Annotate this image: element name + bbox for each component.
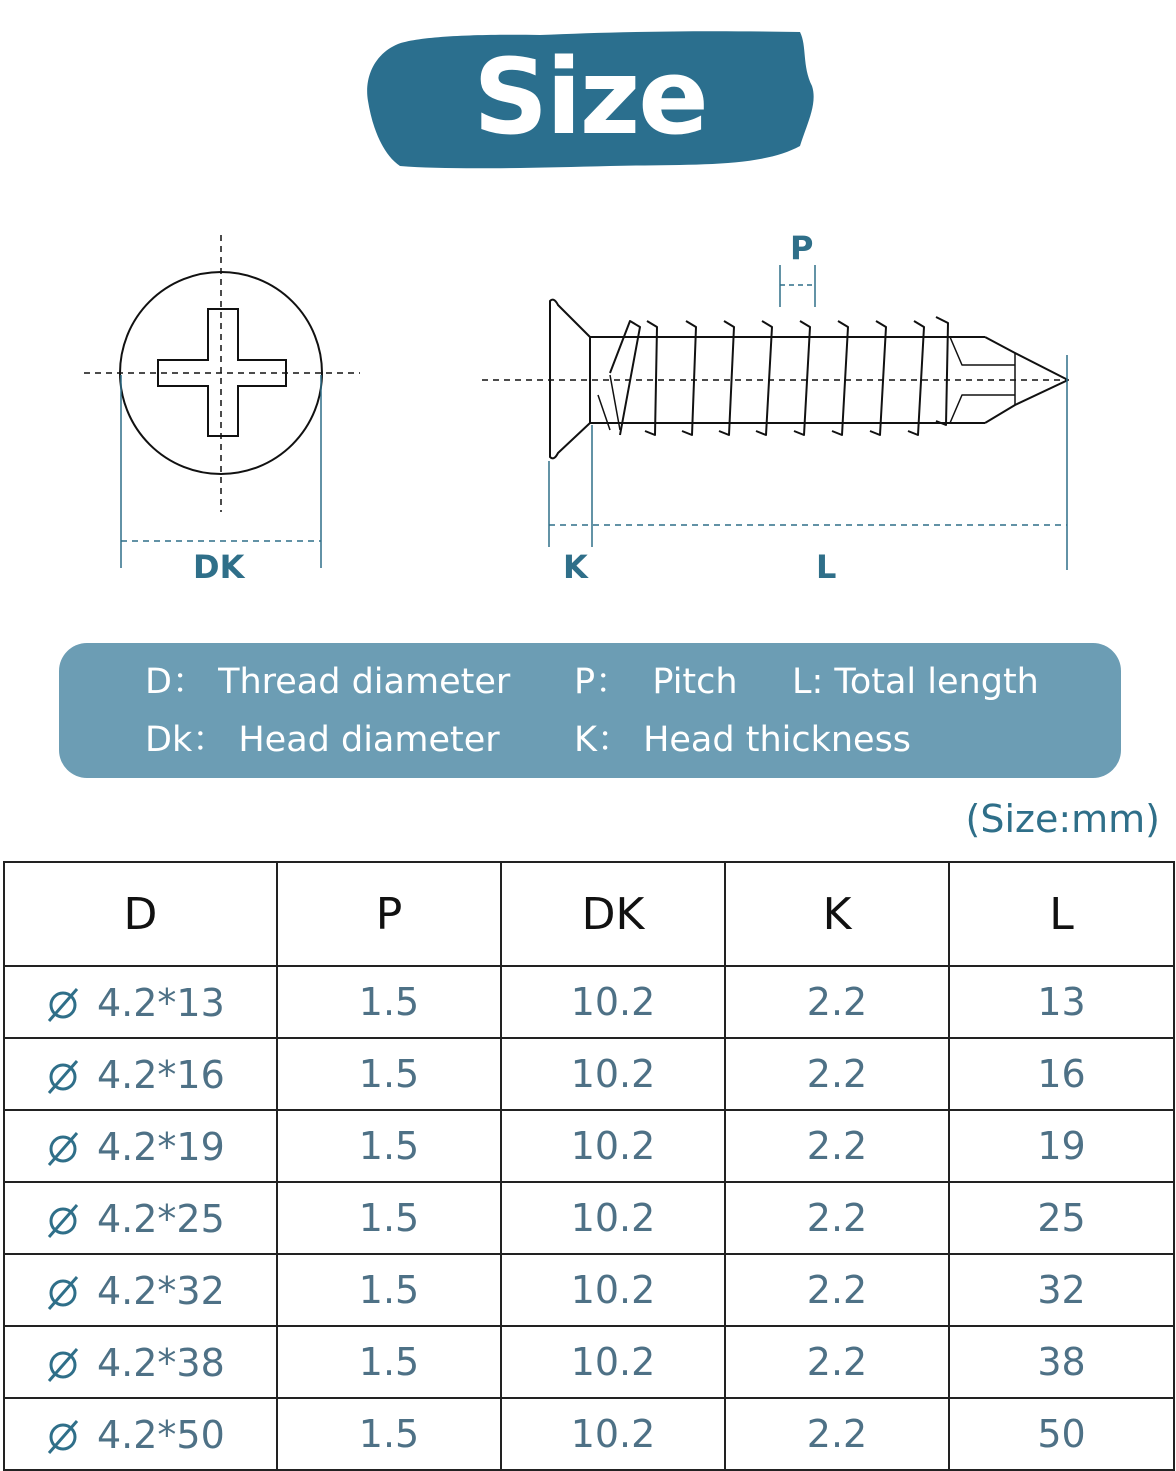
cell-k: 2.2 (725, 1254, 949, 1326)
cell-p: 1.5 (277, 1326, 501, 1398)
header-dk: DK (501, 862, 725, 966)
size-table (3, 861, 1175, 1471)
diameter-icon (43, 1269, 83, 1313)
cell-l: 50 (949, 1398, 1174, 1470)
cell-p: 1.5 (277, 1110, 501, 1182)
cell-d (4, 1398, 277, 1470)
l-dimension-label: L (816, 548, 837, 586)
thread-crests (610, 317, 948, 435)
table-header-row (4, 862, 1174, 966)
cell-k: 2.2 (725, 1110, 949, 1182)
table-row (4, 1254, 1174, 1326)
cell-dk: 10.2 (501, 1038, 725, 1110)
header-k: K (725, 862, 949, 966)
table-row (4, 1326, 1174, 1398)
thread-size-value: 4.2*16 (97, 1053, 225, 1097)
cell-p: 1.5 (277, 966, 501, 1038)
cell-dk: 10.2 (501, 1326, 725, 1398)
cell-d (4, 966, 277, 1038)
cell-l: 38 (949, 1326, 1174, 1398)
cell-p: 1.5 (277, 1254, 501, 1326)
thread-size-value: 4.2*13 (97, 981, 225, 1025)
cell-k: 2.2 (725, 1398, 949, 1470)
table-row (4, 1182, 1174, 1254)
head-view-diagram (70, 225, 380, 595)
legend-dk: Dk： Head diameter (145, 720, 500, 760)
thread-size-value: 4.2*50 (97, 1413, 225, 1457)
cell-l: 13 (949, 966, 1174, 1038)
cell-dk: 10.2 (501, 1254, 725, 1326)
cell-k: 2.2 (725, 966, 949, 1038)
header-d: D (4, 862, 277, 966)
cell-d (4, 1182, 277, 1254)
cell-dk: 10.2 (501, 1398, 725, 1470)
legend-k: K： Head thickness (574, 720, 912, 760)
p-dimension-label: P (790, 229, 814, 267)
cell-p: 1.5 (277, 1182, 501, 1254)
diameter-icon (43, 1125, 83, 1169)
cell-d (4, 1038, 277, 1110)
diameter-icon (43, 1413, 83, 1457)
table-row (4, 1038, 1174, 1110)
cell-l: 19 (949, 1110, 1174, 1182)
legend-panel (59, 643, 1121, 778)
table-row (4, 1110, 1174, 1182)
cell-d (4, 1110, 277, 1182)
page-title: Size (473, 35, 707, 158)
diameter-icon (43, 1341, 83, 1385)
cell-dk: 10.2 (501, 966, 725, 1038)
cell-l: 32 (949, 1254, 1174, 1326)
diameter-icon (43, 981, 83, 1025)
dk-dimension-label: DK (193, 548, 245, 586)
legend-p: P： Pitch (574, 662, 738, 702)
unit-note: (Size:mm) (965, 797, 1160, 841)
cell-l: 16 (949, 1038, 1174, 1110)
legend-d: D： Thread diameter (145, 662, 511, 702)
cell-dk: 10.2 (501, 1110, 725, 1182)
screw-head-profile (550, 300, 590, 459)
thread-size-value: 4.2*19 (97, 1125, 225, 1169)
diameter-icon (43, 1197, 83, 1241)
cell-k: 2.2 (725, 1326, 949, 1398)
cell-p: 1.5 (277, 1398, 501, 1470)
thread-size-value: 4.2*32 (97, 1269, 225, 1313)
cell-k: 2.2 (725, 1038, 949, 1110)
table-row (4, 1398, 1174, 1470)
k-dimension-label: K (563, 548, 588, 586)
cell-d (4, 1326, 277, 1398)
table-row (4, 966, 1174, 1038)
header-l: L (949, 862, 1174, 966)
thread-size-value: 4.2*38 (97, 1341, 225, 1385)
cell-dk: 10.2 (501, 1182, 725, 1254)
cell-k: 2.2 (725, 1182, 949, 1254)
header-p: P (277, 862, 501, 966)
cell-d (4, 1254, 277, 1326)
cell-l: 25 (949, 1182, 1174, 1254)
diameter-icon (43, 1053, 83, 1097)
legend-l: L: Total length (792, 662, 1039, 702)
side-view-diagram (470, 225, 1110, 595)
thread-size-value: 4.2*25 (97, 1197, 225, 1241)
cell-p: 1.5 (277, 1038, 501, 1110)
